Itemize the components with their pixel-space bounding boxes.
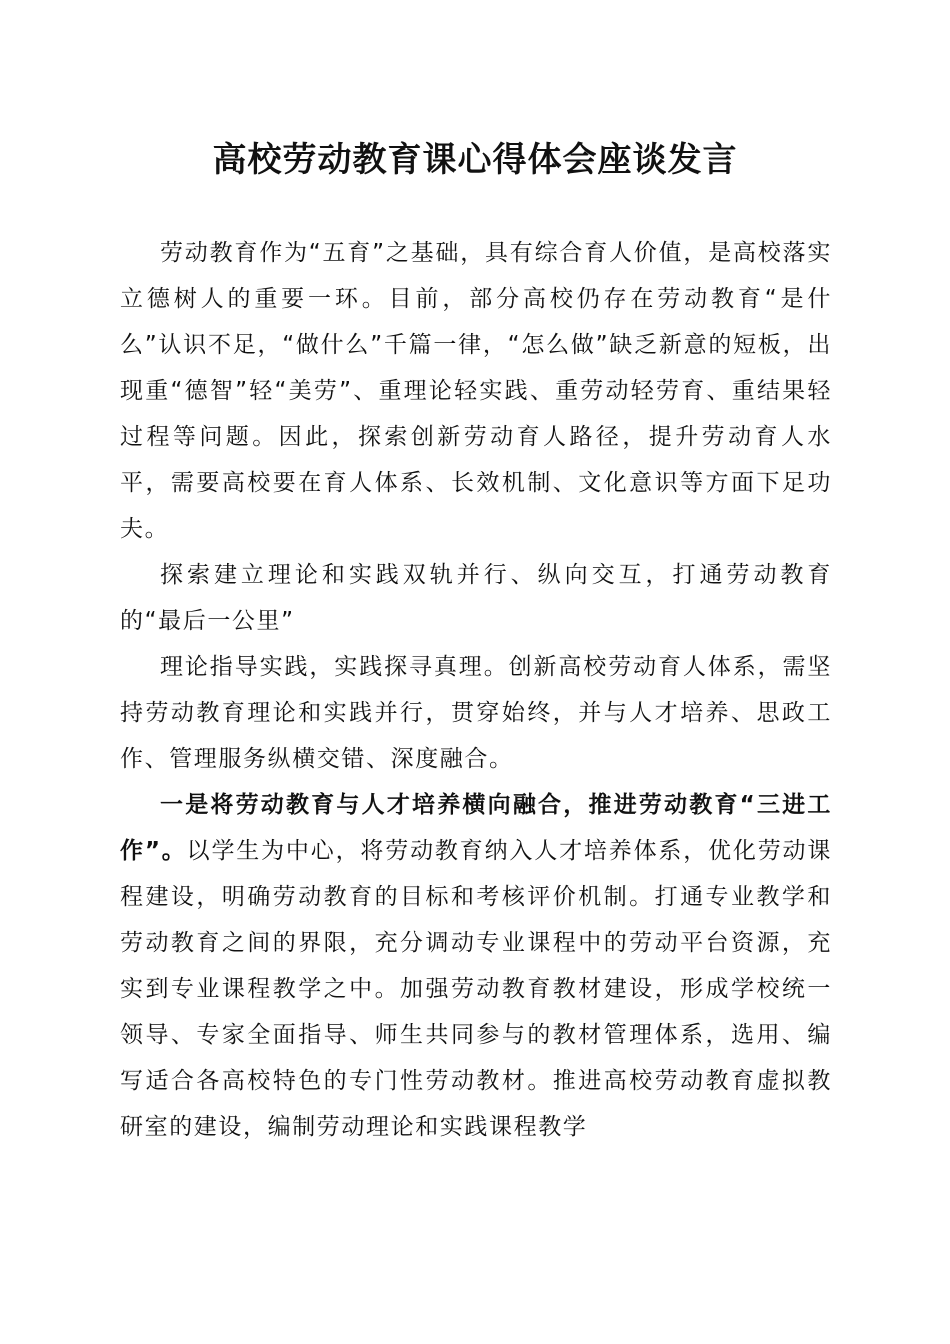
paragraph-intro-text: 劳动教育作为“五育”之基础，具有综合育人价值，是高校落实立德树人的重要一环。目前，部分高校仍存在劳动教育“是什么”认识不足，“做什么”千篇一律，“怎么做”缺乏新意的短板，出现重“德智”轻“美劳”、重理论轻实践、重劳动轻劳育、重结果轻过程等问题。因此，探索创新劳动育人路径，提升劳动育人水平，需要高校要在育人体系、长效机制、文化意识等方面下足功夫。 [120, 240, 832, 542]
paragraph-section-heading-text: 探索建立理论和实践双轨并行、纵向交互，打通劳动教育的“最后一公里” [120, 562, 832, 634]
paragraph-theory-practice [120, 644, 832, 782]
paragraph-section-heading [120, 552, 832, 644]
paragraph-point-one-lead: 一是将劳动教育与人才培养横向融合，推进劳动教育“三进工作”。 [120, 792, 832, 864]
document-title: 高校劳动教育课心得体会座谈发言 [212, 140, 738, 180]
paragraph-point-one-text: 以学生为中心，将劳动教育纳入人才培养体系，优化劳动课程建设，明确劳动教育的目标和考核评价机制。打通专业教学和劳动教育之间的界限，充分调动专业课程中的劳动平台资源，充实到专业课程教学之中。加强劳动教育教材建设，形成学校统一领导、专家全面指导、师生共同参与的教材管理体系，选用、编写适合各高校特色的专门性劳动教材。推进高校劳动教育虚拟教研室的建设，编制劳动理论和实践课程教学 [120, 838, 832, 1140]
paragraph-intro [120, 230, 832, 552]
paragraph-theory-practice-text: 理论指导实践，实践探寻真理。创新高校劳动育人体系，需坚持劳动教育理论和实践并行，贯穿始终，并与人才培养、思政工作、管理服务纵横交错、深度融合。 [120, 654, 832, 772]
document-body [120, 230, 832, 1150]
paragraph-point-one [120, 782, 832, 1150]
